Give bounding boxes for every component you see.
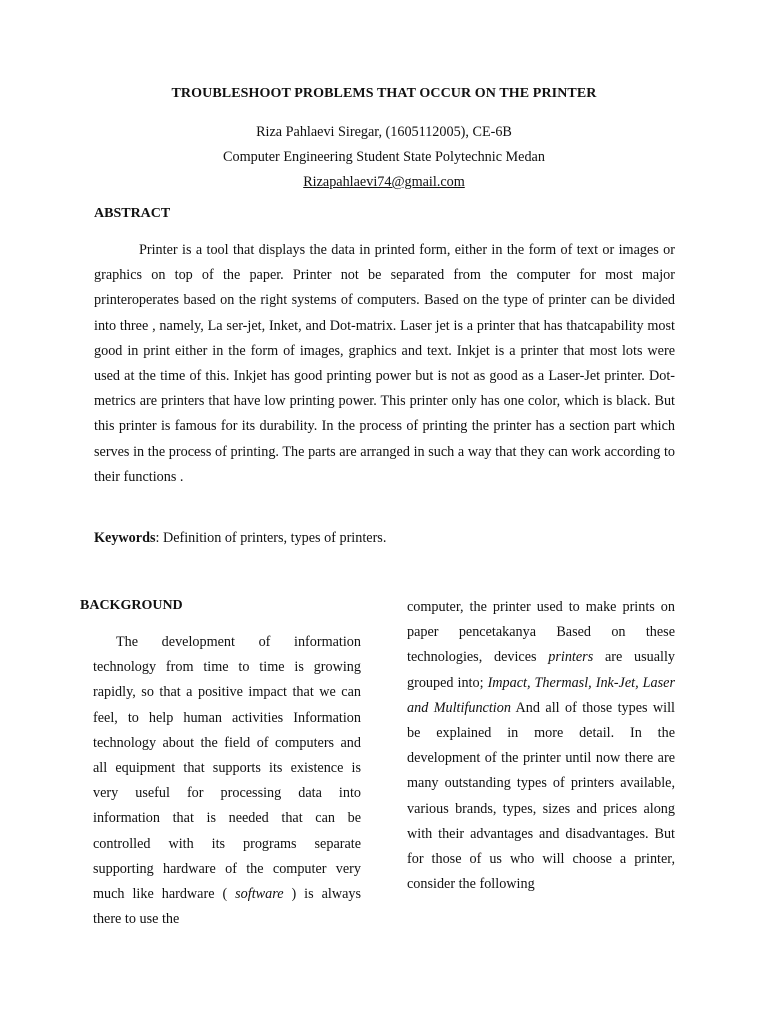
left-italic: software [227, 886, 292, 903]
background-right-column [407, 595, 675, 897]
author-line: Riza Pahlaevi Siregar, (1605112005), CE-6B [256, 124, 512, 140]
email-link[interactable]: Rizapahlaevi74@gmail.com [303, 174, 465, 190]
left-text-2: ) is always there to use the [93, 886, 361, 928]
affiliation-line: Computer Engineering Student State Polytechnic Medan [223, 149, 545, 165]
background-heading: BACKGROUND [80, 598, 183, 613]
paper-title: TROUBLESHOOT PROBLEMS THAT OCCUR ON THE PRINTER [171, 86, 597, 101]
left-text-1: The development of information technology from time to time is growing rapidly, so that a positive impact that we can feel, to help human activities Information technology about the field of computers and all equipment that supports its existence is very useful for processing data into information that is needed that can be controlled with its programs separate supporting hardware of the computer very much like hardware ( [93, 634, 361, 903]
background-left-column [93, 630, 361, 932]
keywords-label: Keywords [94, 530, 156, 546]
abstract-body: Printer is a tool that displays the data in printed form, either in the form of text or images or graphics on top of the paper. Printer not be separated from the computer for most major printeroperates based on the right systems of computers. Based on the type of printer can be divided into three , namely, La ser-jet, Inket, and Dot-matrix. Laser jet is a printer that has thatcapability most good in print either in the form of images, graphics and text. Inkjet is a printer that most lots were used at the time of this. Inkjet has good printing power but is not as good as a Laser-Jet printer. Dot-metrics are printers that have low printing power. This printer only has one color, which is black. But this printer is famous for its durability. In the process of printing the printer has a section part which serves in the process of printing. The parts are arranged in such a way that they can work according to their functions . [94, 242, 675, 485]
keywords-line [94, 528, 675, 548]
keywords-text: : Definition of printers, types of printers. [155, 530, 387, 546]
abstract-heading: ABSTRACT [94, 206, 171, 221]
right-text-1: computer, the printer used to make prints on paper pencetakanya Based on these technologies, devices [407, 599, 675, 666]
right-italic-1: printers [548, 649, 594, 666]
right-text-2: are usually grouped into; [407, 649, 675, 691]
right-italic-2: Impact, Thermasl, Ink-Jet, Laser and Multifunction [407, 674, 675, 716]
right-text-3: And all of those types will be explained in more detail. In the development of the printer until now there are many outstanding types of printers available, various brands, types, sizes and prices along with their advantages and disadvantages. But for those of us who will choose a printer, consider the following [407, 699, 675, 893]
